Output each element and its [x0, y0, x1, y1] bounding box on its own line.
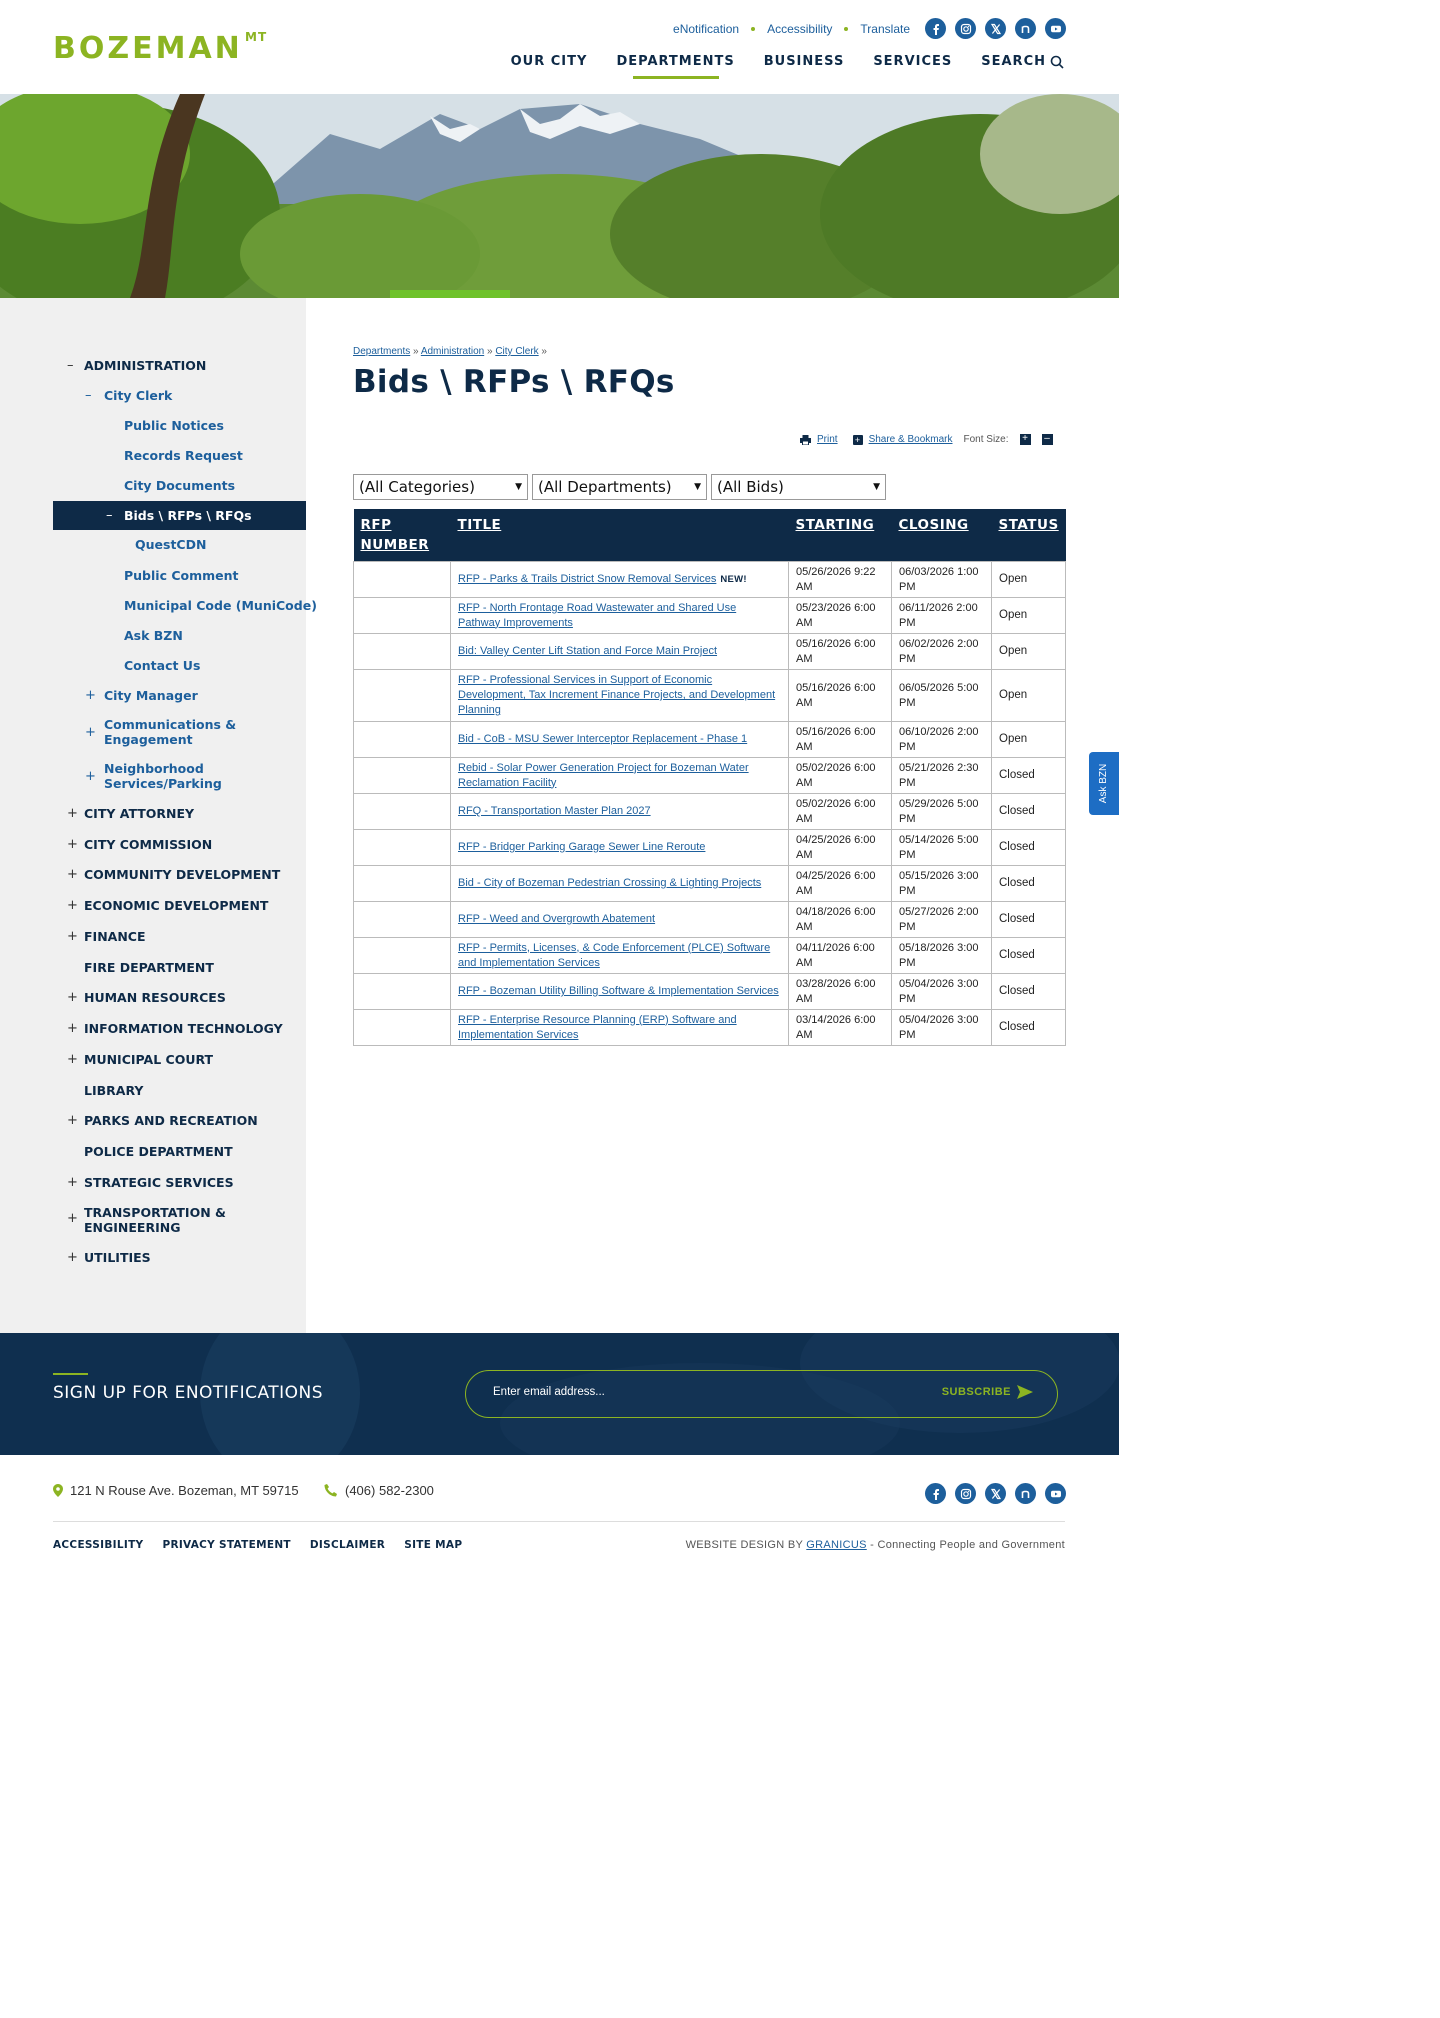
sidebar-item-bids-rfps-rfqs[interactable]	[53, 501, 306, 530]
sidebar-item-contact-us[interactable]: Contact Us	[124, 658, 201, 673]
phone-icon	[324, 1484, 337, 1497]
cell-closing: 06/11/2026 2:00 PM	[892, 598, 992, 634]
mountain-landscape-image	[0, 94, 1119, 298]
sidebar-item-neighborhood-services[interactable]	[85, 761, 254, 791]
sidebar-item-department[interactable]	[67, 929, 146, 944]
sidebar-item-department[interactable]	[84, 960, 214, 975]
expand-toggle[interactable]: +	[85, 688, 96, 703]
cell-title	[451, 722, 789, 758]
cell-rfp-number	[354, 974, 451, 1010]
cell-rfp-number	[354, 794, 451, 830]
sidebar-item-city-manager[interactable]	[85, 688, 198, 703]
accessibility-link[interactable]: Accessibility	[767, 22, 833, 36]
sidebar-item-department[interactable]	[67, 1052, 214, 1067]
cell-title	[451, 562, 789, 598]
sidebar-item-department[interactable]	[84, 1144, 233, 1159]
footer-links	[53, 1539, 462, 1551]
sidebar-item-label: ADMINISTRATION	[84, 358, 207, 373]
cell-rfp-number	[354, 670, 451, 722]
bids-filter-select[interactable]	[711, 474, 886, 500]
sidebar-item-public-comment[interactable]: Public Comment	[124, 568, 239, 583]
search-icon	[1050, 55, 1064, 69]
address-text: 121 N Rouse Ave. Bozeman, MT 59715	[70, 1483, 299, 1498]
nextdoor-icon[interactable]	[1015, 18, 1036, 39]
cell-starting: 04/25/2026 6:00 AM	[789, 830, 892, 866]
cell-status: Closed	[992, 866, 1066, 902]
sidebar-item-ask-bzn[interactable]: Ask BZN	[124, 628, 183, 643]
cell-closing: 05/04/2026 3:00 PM	[892, 1010, 992, 1046]
instagram-icon[interactable]	[955, 18, 976, 39]
expand-toggle[interactable]: +	[67, 1052, 78, 1067]
chevron-down-icon: ▼	[515, 482, 522, 492]
cell-title	[451, 974, 789, 1010]
granicus-link[interactable]: GRANICUS	[806, 1539, 867, 1551]
youtube-icon[interactable]	[1045, 1483, 1066, 1504]
cell-rfp-number	[354, 866, 451, 902]
sidebar-item-label: UTILITIES	[84, 1250, 151, 1265]
hero-banner-image	[0, 94, 1119, 298]
sidebar-item-department[interactable]	[67, 898, 269, 913]
footer-social-links	[925, 1483, 1066, 1504]
table-row	[354, 722, 1066, 758]
sidebar-item-city-documents[interactable]: City Documents	[124, 478, 236, 493]
collapse-toggle[interactable]: –	[106, 508, 113, 523]
page-tools	[800, 434, 1053, 445]
search-button[interactable]	[981, 54, 1064, 69]
main-navigation	[511, 54, 1064, 69]
sidebar-item-label: Communications & Engagement	[104, 717, 237, 747]
cell-rfp-number	[354, 722, 451, 758]
breadcrumb: Departments » Administration » City Clerk »	[353, 346, 547, 357]
sidebar-item-label: POLICE DEPARTMENT	[84, 1144, 233, 1159]
facebook-icon[interactable]	[925, 1483, 946, 1504]
bids-filter-value: (All Bids)	[717, 478, 784, 496]
cell-status: Open	[992, 634, 1066, 670]
send-arrow-icon	[1017, 1385, 1033, 1399]
sidebar-item-active-label	[106, 508, 252, 523]
cell-starting: 03/28/2026 6:00 AM	[789, 974, 892, 1010]
cell-starting: 05/16/2026 6:00 AM	[789, 722, 892, 758]
cell-status: Open	[992, 562, 1066, 598]
cell-status: Closed	[992, 902, 1066, 938]
sidebar-item-municipal-code[interactable]: Municipal Code (MuniCode)	[124, 598, 317, 613]
expand-toggle[interactable]: +	[85, 769, 96, 784]
font-size-label: Font Size:	[963, 434, 1009, 445]
cell-title	[451, 830, 789, 866]
map-pin-icon	[53, 1484, 63, 1497]
nextdoor-icon[interactable]	[1015, 1483, 1036, 1504]
cell-starting: 03/14/2026 6:00 AM	[789, 1010, 892, 1046]
footer-link-disclaimer[interactable]: DISCLAIMER	[309, 1539, 386, 1551]
cell-closing: 05/04/2026 3:00 PM	[892, 974, 992, 1010]
signup-title: SIGN UP FOR ENOTIFICATIONS	[53, 1383, 324, 1403]
site-logo[interactable]: BOZEMAN	[53, 31, 243, 66]
credit-suffix: - Connecting People and Government	[870, 1539, 1065, 1551]
share-icon: +	[853, 435, 863, 445]
table-row	[354, 634, 1066, 670]
bids-table-body	[354, 562, 1066, 1046]
footer-link-accessibility[interactable]: ACCESSIBILITY	[53, 1539, 144, 1551]
instagram-icon[interactable]	[955, 1483, 976, 1504]
sidebar-item-records-request[interactable]: Records Request	[124, 448, 243, 463]
expand-toggle[interactable]: +	[67, 1211, 78, 1226]
enotification-link[interactable]: eNotification	[673, 22, 740, 36]
sidebar-item-label: PARKS AND RECREATION	[84, 1113, 258, 1128]
cell-status: Closed	[992, 974, 1066, 1010]
font-size-decrease-button[interactable]: –	[1042, 434, 1053, 445]
bid-title-link[interactable]: Bid - City of Bozeman Pedestrian Crossing & Lighting Projects	[458, 877, 762, 889]
enotification-signup	[0, 1333, 1119, 1455]
sidebar-item-department[interactable]	[67, 990, 226, 1005]
cell-status: Open	[992, 598, 1066, 634]
bids-table	[353, 509, 1066, 1046]
sidebar-item-department[interactable]	[67, 1021, 283, 1036]
sidebar-item-label: STRATEGIC SERVICES	[84, 1175, 234, 1190]
cell-closing: 06/10/2026 2:00 PM	[892, 722, 992, 758]
breadcrumb-departments[interactable]: Departments	[353, 346, 411, 357]
cell-closing: 05/15/2026 3:00 PM	[892, 866, 992, 902]
cell-title	[451, 634, 789, 670]
footer-address[interactable]	[53, 1483, 299, 1498]
table-row	[354, 974, 1066, 1010]
category-filter-value: (All Categories)	[359, 478, 475, 496]
sidebar-item-label: COMMUNITY DEVELOPMENT	[84, 867, 281, 882]
cell-status: Closed	[992, 1010, 1066, 1046]
bid-title-link[interactable]: RFP - North Frontage Road Wastewater and Shared Use Pathway Improvements	[458, 601, 737, 629]
youtube-icon[interactable]	[1045, 18, 1066, 39]
sidebar-item-label: Bids \ RFPs \ RFQs	[124, 508, 252, 523]
sidebar-item-department[interactable]	[67, 1250, 151, 1265]
bid-title-link[interactable]: Rebid - Solar Power Generation Project for Bozeman Water Reclamation Facility	[458, 761, 749, 789]
column-rfp-number[interactable]: RFP NUMBER	[354, 509, 451, 562]
table-row	[354, 562, 1066, 598]
cell-starting: 05/16/2026 6:00 AM	[789, 670, 892, 722]
cell-closing: 05/14/2026 5:00 PM	[892, 830, 992, 866]
expand-toggle[interactable]: +	[67, 1175, 78, 1190]
font-size-increase-button[interactable]: +	[1020, 434, 1031, 445]
sidebar-item-label: INFORMATION TECHNOLOGY	[84, 1021, 283, 1036]
bid-title-link[interactable]: RFP - Bozeman Utility Billing Software & Implementation Services	[458, 985, 779, 997]
accent-bar	[53, 1373, 88, 1375]
sidebar-item-label: FIRE DEPARTMENT	[84, 960, 214, 975]
cell-closing: 05/21/2026 2:30 PM	[892, 758, 992, 794]
table-row	[354, 1010, 1066, 1046]
sidebar-item-questcdn[interactable]: QuestCDN	[135, 537, 207, 552]
sidebar-item-public-notices[interactable]: Public Notices	[124, 418, 224, 433]
cell-rfp-number	[354, 902, 451, 938]
cell-status: Closed	[992, 830, 1066, 866]
expand-toggle[interactable]: +	[67, 837, 78, 852]
cell-rfp-number	[354, 634, 451, 670]
department-filter-select[interactable]	[532, 474, 707, 500]
collapse-toggle[interactable]: –	[85, 388, 92, 403]
breadcrumb-city-clerk[interactable]: City Clerk	[495, 346, 539, 357]
cell-rfp-number	[354, 1010, 451, 1046]
cell-title	[451, 758, 789, 794]
footer-divider	[53, 1521, 1065, 1522]
printer-icon	[800, 435, 811, 445]
cell-starting: 05/02/2026 6:00 AM	[789, 758, 892, 794]
translate-link[interactable]: Translate	[860, 22, 910, 36]
cell-status: Open	[992, 722, 1066, 758]
cell-title	[451, 866, 789, 902]
column-starting[interactable]: STARTING	[789, 509, 892, 562]
cell-title	[451, 670, 789, 722]
expand-toggle[interactable]: +	[67, 1113, 78, 1128]
nav-services[interactable]: SERVICES	[873, 54, 953, 69]
cell-starting: 05/16/2026 6:00 AM	[789, 634, 892, 670]
footer-link-site-map[interactable]: SITE MAP	[404, 1539, 463, 1551]
search-label: SEARCH	[981, 54, 1046, 69]
sidebar-item-label: ECONOMIC DEVELOPMENT	[84, 898, 269, 913]
cell-closing: 05/18/2026 3:00 PM	[892, 938, 992, 974]
bid-title-link[interactable]: Bid: Valley Center Lift Station and Force Main Project	[458, 645, 718, 657]
utility-links	[673, 22, 910, 36]
bid-title-link[interactable]: RFP - Parks & Trails District Snow Removal Services	[458, 573, 717, 585]
cell-rfp-number	[354, 830, 451, 866]
cell-closing: 06/03/2026 1:00 PM	[892, 562, 992, 598]
x-icon[interactable]	[985, 1483, 1006, 1504]
cell-starting: 04/11/2026 6:00 AM	[789, 938, 892, 974]
expand-toggle[interactable]: +	[67, 1250, 78, 1265]
sidebar-item-label: TRANSPORTATION & ENGINEERING	[84, 1205, 226, 1235]
cell-closing: 06/02/2026 2:00 PM	[892, 634, 992, 670]
sidebar-item-department[interactable]	[67, 1205, 234, 1235]
expand-toggle[interactable]: +	[67, 867, 78, 882]
design-credit	[686, 1539, 1065, 1551]
cell-title	[451, 938, 789, 974]
sidebar-item-department[interactable]	[67, 806, 195, 821]
cell-title	[451, 902, 789, 938]
nav-departments[interactable]: DEPARTMENTS	[616, 54, 735, 69]
cell-rfp-number	[354, 938, 451, 974]
separator-dot	[844, 27, 848, 31]
cell-closing: 05/27/2026 2:00 PM	[892, 902, 992, 938]
expand-toggle[interactable]: +	[67, 898, 78, 913]
cell-starting: 05/02/2026 6:00 AM	[789, 794, 892, 830]
subscribe-label: SUBSCRIBE	[941, 1386, 1011, 1398]
sidebar-item-department[interactable]	[67, 837, 213, 852]
column-closing[interactable]: CLOSING	[892, 509, 992, 562]
cell-title	[451, 1010, 789, 1046]
bid-title-link[interactable]: RFP - Professional Services in Support of Economic Development, Tax Increment Finance Projects, and Development Planning	[458, 674, 776, 716]
header-social-links	[925, 18, 1066, 39]
table-row	[354, 598, 1066, 634]
sidebar-item-label: City Clerk	[104, 388, 173, 403]
credit-prefix: WEBSITE DESIGN BY	[685, 1539, 803, 1551]
email-input[interactable]: Enter email address...	[493, 1386, 605, 1398]
column-status[interactable]: STATUS	[992, 509, 1066, 562]
table-row	[354, 902, 1066, 938]
cell-status: Closed	[992, 938, 1066, 974]
bid-title-link[interactable]: RFP - Weed and Overgrowth Abatement	[458, 913, 656, 925]
expand-toggle[interactable]: +	[85, 725, 96, 740]
cell-rfp-number	[354, 562, 451, 598]
cell-closing: 05/29/2026 5:00 PM	[892, 794, 992, 830]
sidebar-item-department[interactable]	[67, 867, 281, 882]
sidebar-item-label: City Manager	[104, 688, 198, 703]
cell-rfp-number	[354, 758, 451, 794]
chevron-down-icon: ▼	[694, 482, 701, 492]
new-badge: NEW!	[720, 574, 747, 585]
bid-title-link[interactable]: RFP - Permits, Licenses, & Code Enforcement (PLCE) Software and Implementation Services	[458, 941, 771, 969]
bid-title-link[interactable]: RFQ - Transportation Master Plan 2027	[458, 805, 651, 817]
cell-starting: 05/26/2026 9:22 AM	[789, 562, 892, 598]
x-icon[interactable]	[985, 18, 1006, 39]
table-row	[354, 670, 1066, 722]
cell-status: Closed	[992, 758, 1066, 794]
cell-rfp-number	[354, 598, 451, 634]
breadcrumb-administration[interactable]: Administration	[420, 346, 485, 357]
site-header	[0, 0, 1119, 94]
nav-our-city[interactable]: OUR CITY	[510, 54, 588, 69]
sidebar-item-label: LIBRARY	[84, 1083, 144, 1098]
sidebar-item-administration[interactable]	[67, 358, 207, 373]
footer-link-privacy[interactable]: PRIVACY STATEMENT	[162, 1539, 291, 1551]
share-bookmark-link[interactable]: Share & Bookmark	[868, 434, 953, 445]
ask-bzn-label: Ask BZN	[1098, 763, 1110, 804]
nav-business[interactable]: BUSINESS	[763, 54, 845, 69]
expand-toggle[interactable]: +	[67, 806, 78, 821]
print-link[interactable]: Print	[817, 434, 838, 445]
facebook-icon[interactable]	[925, 18, 946, 39]
site-logo-state: MT	[245, 30, 268, 44]
ask-bzn-tab[interactable]	[1089, 752, 1119, 815]
department-filter-value: (All Departments)	[538, 478, 672, 496]
table-header-row	[354, 509, 1066, 562]
expand-toggle[interactable]: +	[67, 1021, 78, 1036]
sidebar-item-city-clerk[interactable]	[85, 388, 173, 403]
sidebar-item-label: FINANCE	[84, 929, 146, 944]
expand-toggle[interactable]: +	[67, 929, 78, 944]
bid-title-link[interactable]: RFP - Enterprise Resource Planning (ERP) Software and Implementation Services	[458, 1013, 737, 1041]
cell-title	[451, 794, 789, 830]
subscribe-button[interactable]	[942, 1385, 1033, 1399]
sidebar-item-department[interactable]	[84, 1083, 143, 1098]
page-title: Bids \ RFPs \ RFQs	[353, 364, 675, 400]
sidebar-item-label: CITY COMMISSION	[84, 837, 213, 852]
sidebar-item-department[interactable]	[67, 1175, 234, 1190]
cell-closing: 06/05/2026 5:00 PM	[892, 670, 992, 722]
table-row	[354, 758, 1066, 794]
footer-phone[interactable]	[324, 1483, 434, 1498]
bid-title-link[interactable]: Bid - CoB - MSU Sewer Interceptor Replacement - Phase 1	[458, 733, 748, 745]
cell-starting: 05/23/2026 6:00 AM	[789, 598, 892, 634]
cell-title	[451, 598, 789, 634]
table-row	[354, 938, 1066, 974]
expand-toggle[interactable]: +	[67, 990, 78, 1005]
column-title[interactable]: TITLE	[451, 509, 789, 562]
collapse-toggle[interactable]: –	[67, 358, 74, 373]
sidebar-item-communications[interactable]	[85, 717, 254, 747]
bid-title-link[interactable]: RFP - Bridger Parking Garage Sewer Line Reroute	[458, 841, 706, 853]
cell-status: Closed	[992, 794, 1066, 830]
sidebar-item-label: Neighborhood Services/Parking	[104, 761, 222, 791]
category-filter-select[interactable]	[353, 474, 528, 500]
sidebar-item-label: MUNICIPAL COURT	[84, 1052, 214, 1067]
chevron-down-icon: ▼	[873, 482, 880, 492]
sidebar-item-label: CITY ATTORNEY	[84, 806, 195, 821]
separator-dot	[751, 27, 755, 31]
cell-status: Open	[992, 670, 1066, 722]
table-row	[354, 794, 1066, 830]
sidebar-item-label: HUMAN RESOURCES	[84, 990, 226, 1005]
cell-starting: 04/18/2026 6:00 AM	[789, 902, 892, 938]
phone-text: (406) 582-2300	[345, 1483, 434, 1498]
site-footer	[0, 1455, 1119, 1568]
email-signup-field[interactable]	[465, 1370, 1058, 1418]
table-row	[354, 830, 1066, 866]
sidebar-item-department[interactable]	[67, 1113, 258, 1128]
table-row	[354, 866, 1066, 902]
cell-starting: 04/25/2026 6:00 AM	[789, 866, 892, 902]
